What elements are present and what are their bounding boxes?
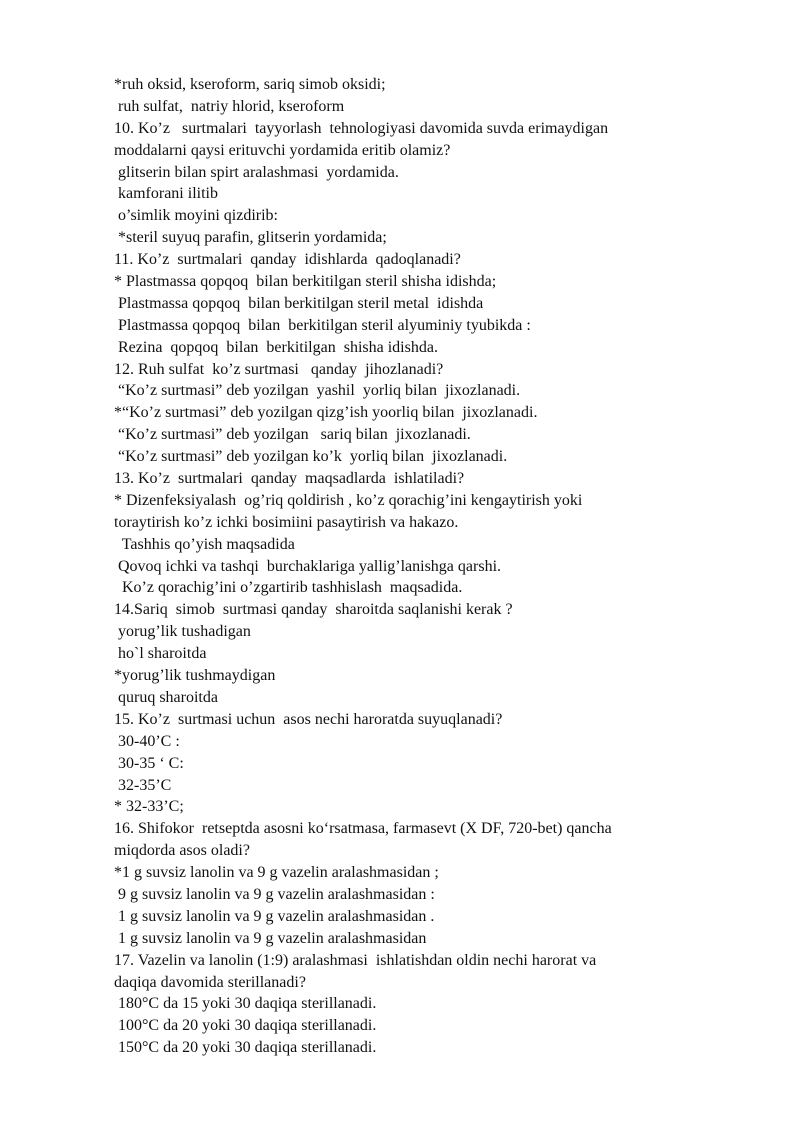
answer-option: “Ko’z surtmasi” deb yozilgan ko’k yorliq bilan jixozlanadi. [114,448,508,466]
answer-option: Rezina qopqoq bilan berkitilgan shisha idishda. [114,338,438,356]
answer-option: ho`l sharoitda [114,645,207,663]
text-line: ruh sulfat, natriy hlorid, kseroform [114,97,345,115]
answer-option: 9 g suvsiz lanolin va 9 g vazelin aralashmasidan : [114,885,435,903]
question-17-text: 17. Vazelin va lanolin (1:9) aralashmasi ishlatishdan oldin nechi harorat va [114,951,597,969]
answer-option: Plastmassa qopqoq bilan berkitilgan steril alyuminiy tyubikda : [114,316,531,334]
answer-option: 100°C da 20 yoki 30 daqiqa sterillanadi. [114,1017,377,1035]
answer-option: kamforani ilitib [114,185,218,203]
answer-option: Qovoq ichki va tashqi burchaklariga yallig’lanishga qarshi. [114,557,502,575]
answer-option: *1 g suvsiz lanolin va 9 g vazelin aralashmasidan ; [114,864,439,882]
answer-option: toraytirish ko’z ichki bosimiini pasaytirish va hakazo. [114,513,459,531]
answer-option: * Plastmassa qopqoq bilan berkitilgan steril shisha idishda; [114,273,497,291]
question-14-text: 14.Sariq simob surtmasi qanday sharoitda saqlanishi kerak ? [114,601,513,619]
document-page [114,74,754,1059]
answer-option: 150°C da 20 yoki 30 daqiqa sterillanadi. [114,1039,377,1057]
answer-option: “Ko’z surtmasi” deb yozilgan sariq bilan jixozlanadi. [114,426,471,444]
answer-option: quruq sharoitda [114,688,218,706]
answer-option: 180°C da 15 yoki 30 daqiqa sterillanadi. [114,995,377,1013]
question-16-text: miqdorda asos oladi? [114,842,250,860]
answer-option: yorug’lik tushadigan [114,623,251,641]
answer-option: glitserin bilan spirt aralashmasi yordamida. [114,163,399,181]
answer-option: o’simlik moyini qizdirib: [114,207,278,225]
answer-option: Ko’z qorachig’ini o’zgartirib tashhislash maqsadida. [114,579,463,597]
question-13-text: 13. Ko’z surtmalari qanday maqsadlarda ishlatiladi? [114,470,465,488]
answer-option: Tashhis qo’yish maqsadida [114,535,295,553]
answer-option: Plastmassa qopqoq bilan berkitilgan steril metal idishda [114,294,484,312]
answer-option: 1 g suvsiz lanolin va 9 g vazelin aralashmasidan [114,929,427,947]
answer-option: * Dizenfeksiyalash og’riq qoldirish , ko’z qorachig’ini kengaytirish yoki [114,491,583,509]
question-17-text: daqiqa davomida sterillanadi? [114,973,306,991]
question-10-text: moddalarni qaysi erituvchi yordamida eritib olamiz? [114,141,451,159]
question-16-text: 16. Shifokor retseptda asosni ko‘rsatmasa, farmasevt (X DF, 720-bet) qancha [114,820,612,838]
question-10-text: 10. Ko’z surtmalari tayyorlash tehnologiyasi davomida suvda erimaydigan [114,119,609,137]
answer-option: 32-35’C [114,776,172,794]
answer-option: * 32-33’C; [114,798,184,816]
question-11-text: 11. Ko’z surtmalari qanday idishlarda qadoqlanadi? [114,251,461,269]
answer-option: *“Ko’z surtmasi” deb yozilgan qizg’ish yoorliq bilan jixozlanadi. [114,404,538,422]
question-12-text: 12. Ruh sulfat ko’z surtmasi qanday jihozlanadi? [114,360,444,378]
answer-option: 30-40’C : [114,732,180,750]
answer-option: *yorug’lik tushmaydigan [114,667,276,685]
question-15-text: 15. Ko’z surtmasi uchun asos nechi haroratda suyuqlanadi? [114,710,503,728]
answer-option: 30-35 ‘ C: [114,754,184,772]
text-line: *ruh oksid, kseroform, sariq simob oksidi; [114,76,386,93]
answer-option: “Ko’z surtmasi” deb yozilgan yashil yorliq bilan jixozlanadi. [114,382,521,400]
answer-option: *steril suyuq parafin, glitserin yordamida; [114,229,387,247]
answer-option: 1 g suvsiz lanolin va 9 g vazelin aralashmasidan . [114,907,435,925]
